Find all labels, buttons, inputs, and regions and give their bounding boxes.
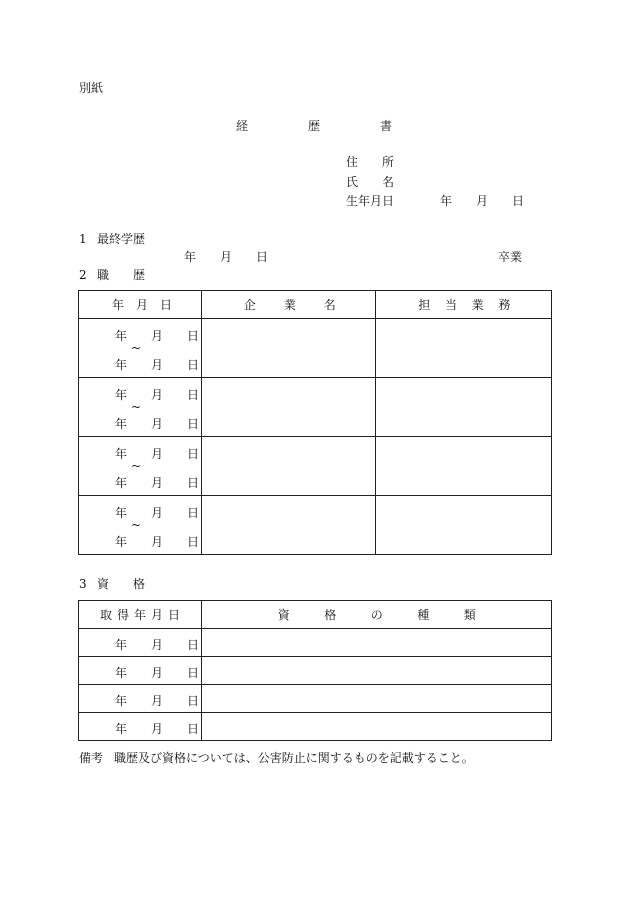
remarks-text: 職歴及び資格については、公害防止に関するものを記載すること。 xyxy=(114,751,474,765)
career-header-row xyxy=(79,291,552,319)
table-row xyxy=(79,319,552,378)
qualification-header-row xyxy=(79,601,552,629)
qualification-date-cell: 年 月 日 xyxy=(79,629,202,657)
qualification-date-cell: 年 月 日 xyxy=(79,713,202,741)
company-name-cell[interactable] xyxy=(201,496,376,555)
section3-title: 資 格 xyxy=(97,577,145,591)
qualification-kind-cell[interactable] xyxy=(201,713,551,741)
table-row xyxy=(79,657,552,685)
birth-year-unit: 年 xyxy=(440,194,453,208)
graduation-label: 卒業 xyxy=(498,250,523,264)
range-separator: ~ xyxy=(131,459,142,473)
birth-month-unit: 月 xyxy=(476,194,489,208)
range-separator: ~ xyxy=(131,400,142,414)
duty-cell[interactable] xyxy=(376,437,552,496)
education-month-unit: 月 xyxy=(220,250,233,264)
qualification-date-cell: 年 月 日 xyxy=(79,685,202,713)
remarks-label: 備考 xyxy=(79,751,104,765)
section1-title: 最終学歴 xyxy=(97,232,146,246)
career-header-duty: 担 当 業 務 xyxy=(376,291,552,319)
company-name-cell[interactable] xyxy=(201,319,376,378)
company-name-cell[interactable] xyxy=(201,437,376,496)
duty-cell[interactable] xyxy=(376,378,552,437)
attachment-label: 別紙 xyxy=(79,81,104,95)
table-row xyxy=(79,437,552,496)
section1-number: 1 xyxy=(79,232,87,246)
table-row xyxy=(79,629,552,657)
career-date-cell: 年 月 日 ~ 年 月 日 xyxy=(79,496,202,555)
company-name-cell[interactable] xyxy=(201,378,376,437)
title-char: 書 xyxy=(379,119,392,133)
birth-date-label: 生年月日 xyxy=(346,194,395,208)
duty-cell[interactable] xyxy=(376,496,552,555)
duty-cell[interactable] xyxy=(376,319,552,378)
education-year-unit: 年 xyxy=(184,250,197,264)
qualification-kind-cell[interactable] xyxy=(201,657,551,685)
table-row xyxy=(79,378,552,437)
qualification-table xyxy=(78,600,552,741)
career-table xyxy=(78,290,552,555)
range-separator: ~ xyxy=(131,341,142,355)
birth-day-unit: 日 xyxy=(512,194,525,208)
career-header-company: 企 業 名 xyxy=(201,291,376,319)
title-char: 経 xyxy=(236,119,249,133)
career-date-cell: 年 月 日 ~ 年 月 日 xyxy=(79,378,202,437)
qualification-kind-cell[interactable] xyxy=(201,685,551,713)
name-label: 氏 名 xyxy=(346,175,394,189)
section2-number: 2 xyxy=(79,268,87,282)
qualification-kind-cell[interactable] xyxy=(201,629,551,657)
table-row xyxy=(79,496,552,555)
qualification-header-date: 取 得 年 月 日 xyxy=(79,601,202,629)
section3-number: 3 xyxy=(79,577,87,591)
education-day-unit: 日 xyxy=(256,250,269,264)
qualification-header-kind: 資 格 の 種 類 xyxy=(201,601,551,629)
section2-title: 職 歴 xyxy=(97,268,145,282)
career-date-cell: 年 月 日 ~ 年 月 日 xyxy=(79,437,202,496)
career-date-cell: 年 月 日 ~ 年 月 日 xyxy=(79,319,202,378)
table-row xyxy=(79,685,552,713)
table-row xyxy=(79,713,552,741)
document-title xyxy=(236,119,392,133)
title-char: 歴 xyxy=(307,119,320,133)
qualification-date-cell: 年 月 日 xyxy=(79,657,202,685)
range-separator: ~ xyxy=(131,518,142,532)
career-header-date: 年 月 日 xyxy=(79,291,202,319)
address-label: 住 所 xyxy=(346,155,394,169)
